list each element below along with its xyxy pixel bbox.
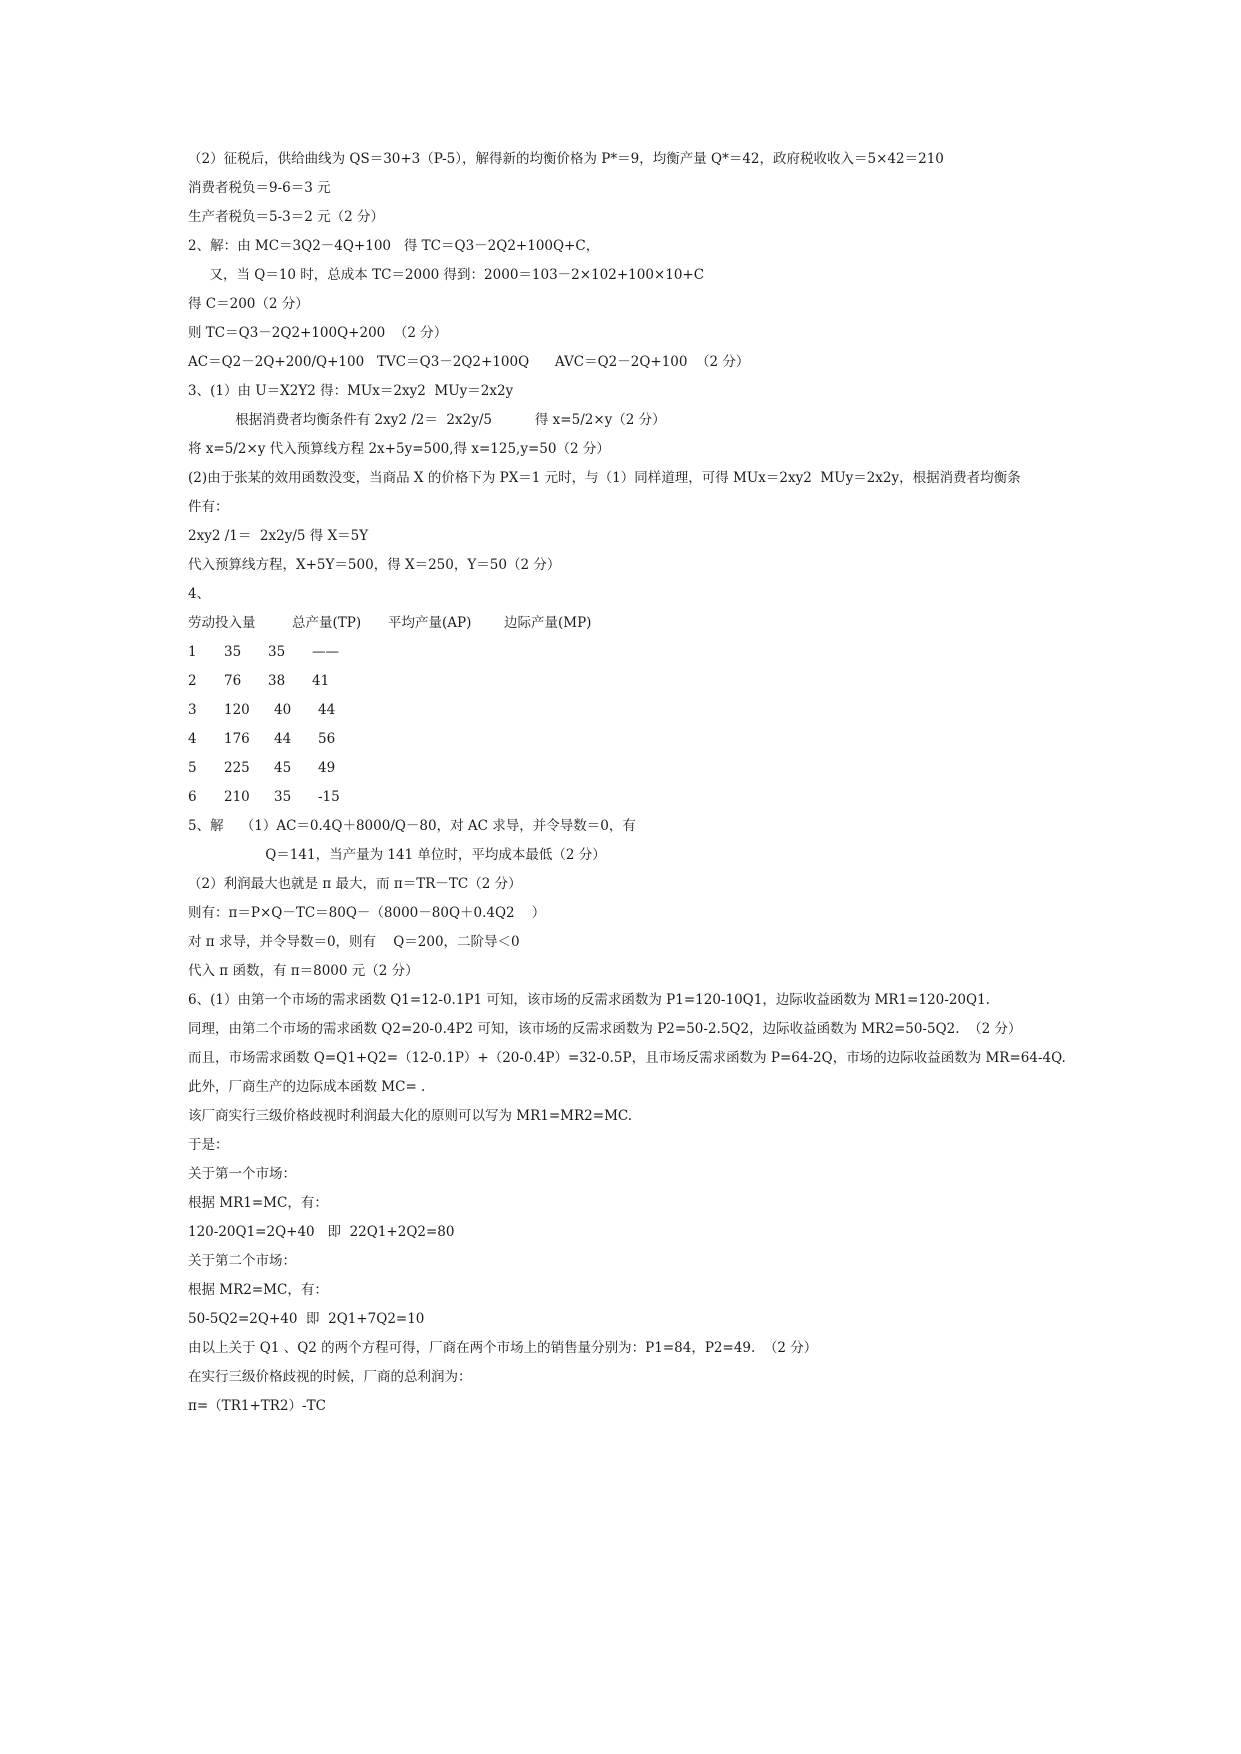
text-line: 50-5Q2=2Q+40 即 2Q1+7Q2=10 (188, 1311, 425, 1327)
text-line: 2、解：由 MC＝3Q2－4Q+100 得 TC＝Q3－2Q2+100Q+C， (188, 238, 600, 254)
text-line: 件有： (188, 499, 229, 515)
table-row (188, 701, 336, 719)
table-cell: 35 (224, 644, 242, 660)
text-line: 6、(1）由第一个市场的需求函数 Q1=12-0.1P1 可知，该市场的反需求函数为 P1=120-10Q1，边际收益函数为 MR1=120-20Q1. (188, 992, 990, 1008)
table-row (188, 759, 336, 777)
text-line: 此外，厂商生产的边际成本函数 MC= . (188, 1079, 426, 1095)
table-cell: 176 (224, 731, 250, 747)
table-cell: 210 (224, 789, 250, 805)
text-line: 在实行三级价格歧视的时候，厂商的总利润为： (188, 1369, 472, 1385)
text-line: 该厂商实行三级价格歧视时利润最大化的原则可以写为 MR1=MR2=MC. (188, 1108, 633, 1124)
table-cell: 35 (274, 789, 292, 805)
table-cell: 38 (268, 673, 286, 689)
table-header-row (188, 614, 592, 632)
text-line: 2xy2 /1＝ 2x2y/5 得 X＝5Y (188, 528, 369, 544)
table-row (188, 730, 336, 748)
table-row (188, 672, 330, 690)
text-line: (2)由于张某的效用函数没变，当商品 X 的价格下为 PX＝1 元时，与（1）同样道理，可得 MUx＝2xy2 MUy＝2x2y，根据消费者均衡条 (188, 470, 1021, 486)
text-line: 关于第一个市场： (188, 1166, 296, 1182)
table-cell: 56 (318, 731, 336, 747)
table-cell: 1 (188, 644, 197, 660)
table-cell: 3 (188, 702, 197, 718)
table-cell: 2 (188, 673, 197, 689)
table-cell: 76 (224, 673, 242, 689)
table-cell: 45 (274, 760, 292, 776)
text-line: 5、解 （1）AC＝0.4Q＋8000/Q－80，对 AC 求导，并令导数＝0，有 (188, 818, 636, 834)
text-line: 于是： (188, 1137, 229, 1153)
text-line: 代入预算线方程，X+5Y＝500，得 X＝250，Y＝50（2 分） (188, 557, 561, 573)
text-line: 根据 MR2=MC，有： (188, 1282, 328, 1298)
table-header-cell: 平均产量(AP) (388, 615, 472, 631)
table-row (188, 643, 339, 661)
text-line: Q＝141，当产量为 141 单位时，平均成本最低（2 分） (188, 847, 606, 863)
table-header-cell: 劳动投入量 (188, 615, 256, 631)
table-header-cell: 总产量(TP) (292, 615, 362, 631)
text-line: 3、(1）由 U＝X2Y2 得：MUx＝2xy2 MUy＝2x2y (188, 383, 514, 399)
text-line: 得 C＝200（2 分） (188, 296, 309, 312)
text-line: （2）征税后，供给曲线为 QS＝30+3（P-5），解得新的均衡价格为 P*＝9，均衡产量 Q*＝42，政府税收收入＝5×42＝210 (188, 151, 944, 167)
text-line: 由以上关于 Q1 、Q2 的两个方程可得，厂商在两个市场上的销售量分别为：P1=84，P2=49. （2 分） (188, 1340, 818, 1356)
text-line: 同理，由第二个市场的需求函数 Q2=20-0.4P2 可知，该市场的反需求函数为 P2=50-2.5Q2，边际收益函数为 MR2=50-5Q2. （2 分） (188, 1021, 1022, 1037)
text-line: 根据消费者均衡条件有 2xy2 /2＝ 2x2y/5 得 x=5/2×y（2 分） (188, 412, 666, 428)
text-line: 消费者税负＝9-6＝3 元 (188, 180, 331, 196)
text-line: 生产者税负＝5-3＝2 元（2 分） (188, 209, 385, 225)
text-line: 关于第二个市场： (188, 1253, 296, 1269)
table-cell: 225 (224, 760, 250, 776)
text-line: 又，当 Q＝10 时，总成本 TC＝2000 得到：2000＝103－2×102+100×10+C (188, 267, 705, 283)
text-line: 120-20Q1=2Q+40 即 22Q1+2Q2=80 (188, 1224, 455, 1240)
text-line: 对 π 求导，并令导数＝0，则有 Q＝200，二阶导＜0 (188, 934, 520, 950)
table-cell: 6 (188, 789, 197, 805)
table-cell: 4 (188, 731, 197, 747)
text-line: AC＝Q2－2Q+200/Q+100 TVC＝Q3－2Q2+100Q AVC＝Q2－2Q+100 （2 分） (188, 354, 750, 370)
table-cell: 44 (318, 702, 336, 718)
text-line: 则有：π＝P×Q－TC＝80Q－（8000－80Q＋0.4Q2 ） (188, 905, 546, 921)
table-cell: -15 (318, 789, 340, 805)
text-line: 根据 MR1=MC，有： (188, 1195, 328, 1211)
table-cell: 49 (318, 760, 336, 776)
table-cell: 35 (268, 644, 286, 660)
table-cell: 40 (274, 702, 292, 718)
text-line: 将 x=5/2×y 代入预算线方程 2x+5y=500,得 x=125,y=50（2 分） (188, 441, 610, 457)
text-line: （2）利润最大也就是 π 最大，而 π＝TR－TC（2 分） (188, 876, 522, 892)
text-line: 则 TC＝Q3－2Q2+100Q+200 （2 分） (188, 325, 448, 341)
table-cell: —— (312, 644, 339, 660)
text-line: 而且，市场需求函数 Q=Q1+Q2=（12-0.1P）+（20-0.4P）=32-0.5P，且市场反需求函数为 P=64-2Q，市场的边际收益函数为 MR=64-4Q. (188, 1050, 1066, 1066)
table-cell: 44 (274, 731, 292, 747)
table-cell: 5 (188, 760, 197, 776)
table-header-cell: 边际产量(MP) (504, 615, 592, 631)
table-cell: 41 (312, 673, 330, 689)
table-row (188, 788, 340, 806)
table-cell: 120 (224, 702, 250, 718)
text-line: 4、 (188, 586, 211, 602)
text-line: π=（TR1+TR2）-TC (188, 1398, 326, 1414)
text-line: 代入 π 函数，有 π＝8000 元（2 分） (188, 963, 419, 979)
